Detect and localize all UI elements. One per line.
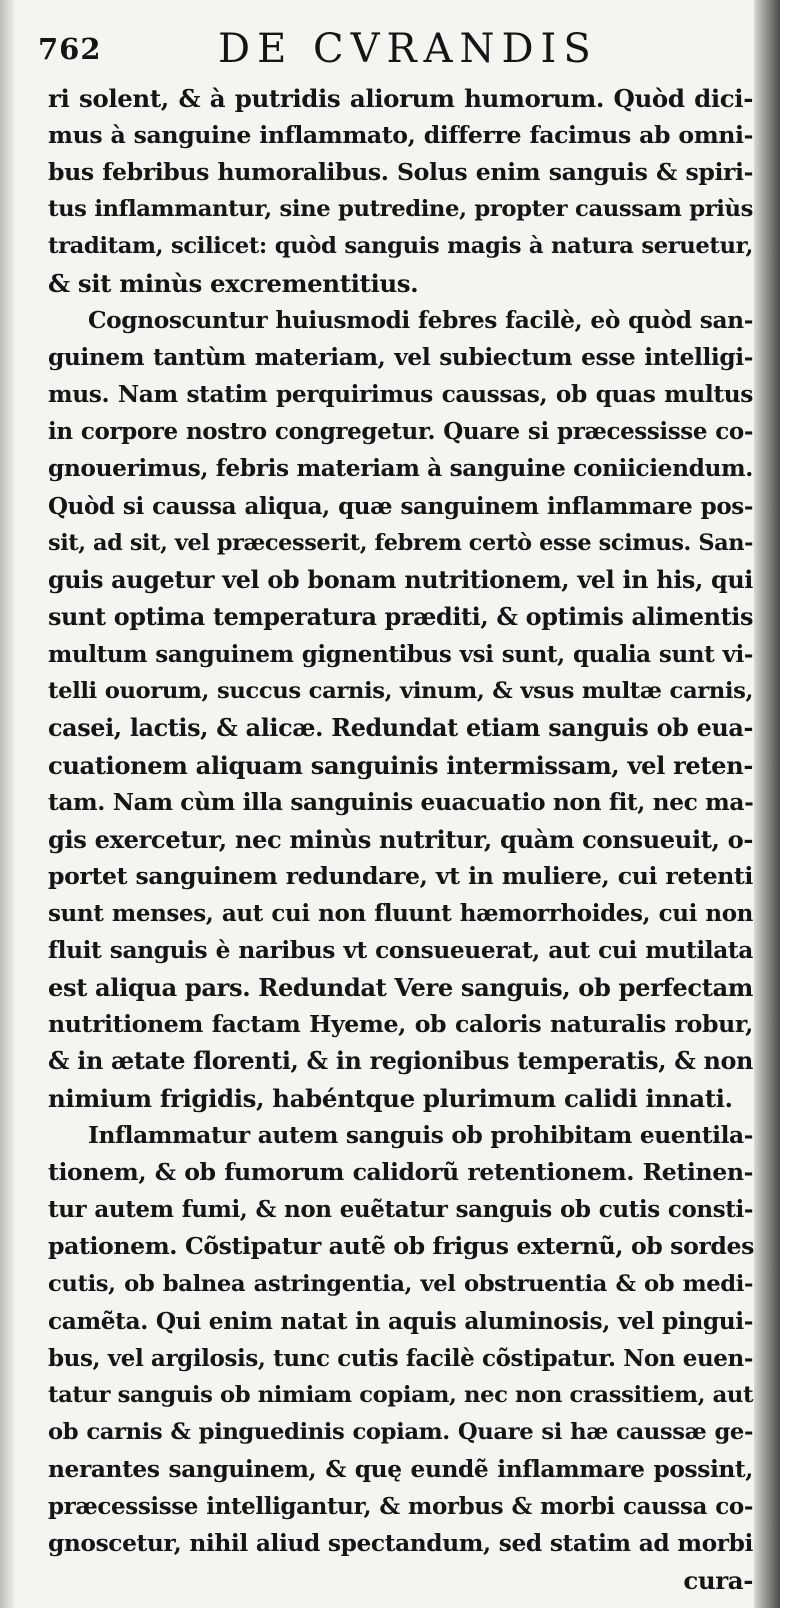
text-line: portet sanguinem redundare, vt in muliere, cui retenti xyxy=(48,861,753,890)
text-line: bus febribus humoralibus. Solus enim sanguis & spiri- xyxy=(48,158,753,187)
text-line: in corpore nostro congregetur. Quare si præcessisse co- xyxy=(48,418,753,446)
page-number: 762 xyxy=(38,32,102,66)
catchword: cura- xyxy=(683,1565,753,1595)
text-line: tam. Nam cùm illa sanguinis euacuatio non fit, nec ma- xyxy=(48,788,754,816)
text-line: Quòd si caussa aliqua, quæ sanguinem inflammare pos- xyxy=(48,492,753,520)
text-line: ob carnis & pinguedinis copiam. Quare si hæ caussæ ge- xyxy=(48,1418,753,1445)
text-line: gnoscetur, nihil aliud spectandum, sed statim ad morbi xyxy=(48,1529,753,1557)
body-text xyxy=(48,80,753,1599)
text-line: tatur sanguis ob nimiam copiam, nec non crassitiem, aut xyxy=(48,1381,754,1408)
text-line: casei, lactis, & alicæ. Redundat etiam sanguis ob eua- xyxy=(48,713,753,742)
text-line: præcessisse intelligantur, & morbus & morbi caussa co- xyxy=(48,1492,753,1520)
text-line: mus. Nam statim perquirimus caussas, ob quas multus xyxy=(48,381,753,409)
paragraph-start-line: Cognoscuntur huiusmodi febres facilè, eò quòd san- xyxy=(88,307,753,335)
page-gutter-shadow xyxy=(754,0,780,1608)
text-line: tus inflammantur, sine putredine, propter caussam priùs xyxy=(48,196,753,223)
text-line: gnouerimus, febris materiam à sanguine coniiciendum. xyxy=(48,455,754,483)
text-line: guinem tantùm materiam, vel subiectum esse intelligi- xyxy=(48,344,753,372)
text-line: gis exercetur, nec minùs nutritur, quàm consueuit, o- xyxy=(48,824,753,854)
text-line: fluit sanguis è naribus vt consueuerat, aut cui mutilata xyxy=(48,937,753,965)
text-line: bus, vel argilosis, tunc cutis facilè cõstipatur. Non euen- xyxy=(48,1344,753,1372)
text-line: camẽta. Qui enim natat in aquis aluminosis, vel pingui- xyxy=(48,1307,753,1335)
text-line: guis augetur vel ob bonam nutritionem, vel in his, qui xyxy=(48,565,753,594)
text-line: tionem, & ob fumorum calidorũ retentionem. Retinen- xyxy=(48,1158,753,1187)
text-line: traditam, scilicet: quòd sanguis magis à natura seruetur, xyxy=(48,233,753,260)
text-line: nerantes sanguinem, & quę eundẽ inflammare possint, xyxy=(48,1455,753,1483)
text-line: ri solent, & à putridis aliorum humorum. Quòd dici- xyxy=(48,84,753,113)
text-line: sunt optima temperatura præditi, & optimis alimentis xyxy=(48,602,753,631)
text-line: sit, ad sit, vel præcesserit, febrem certò esse scimus. San- xyxy=(48,529,753,556)
text-line: est aliqua pars. Redundat Vere sanguis, ob perfectam xyxy=(48,973,753,1003)
text-line: nimium frigidis, habéntque plurimum calidi innati. xyxy=(48,1084,733,1114)
running-head: DE CVRANDIS xyxy=(218,26,598,72)
page-left-edge-shadow xyxy=(0,0,14,1608)
text-line: mus à sanguine inflammato, differre facimus ab omni- xyxy=(48,121,753,150)
text-line: tur autem fumi, & non euẽtatur sanguis ob cutis consti- xyxy=(48,1196,753,1224)
text-line: cutis, ob balnea astringentia, vel obstruentia & ob medi- xyxy=(48,1270,753,1297)
text-line: cuationem aliquam sanguinis intermissam, vel reten- xyxy=(48,750,753,780)
paragraph-start-line: Inflammatur autem sanguis ob prohibitam euentila- xyxy=(88,1122,753,1150)
text-line: & in ætate florenti, & in regionibus temperatis, & non xyxy=(48,1047,753,1076)
text-line: telli ouorum, succus carnis, vinum, & vsus multæ carnis, xyxy=(48,677,753,704)
page-header xyxy=(38,22,738,80)
text-line: & sit minùs excrementitius. xyxy=(48,269,419,299)
text-line: sunt menses, aut cui non fluunt hæmorrhoides, cui non xyxy=(48,900,753,928)
text-line: pationem. Cõstipatur autẽ ob frigus externũ, ob sordes xyxy=(48,1232,755,1261)
text-line: nutritionem factam Hyeme, ob caloris naturalis robur, xyxy=(48,1010,753,1039)
text-line: multum sanguinem gignentibus vsi sunt, qualia sunt vi- xyxy=(48,640,753,668)
